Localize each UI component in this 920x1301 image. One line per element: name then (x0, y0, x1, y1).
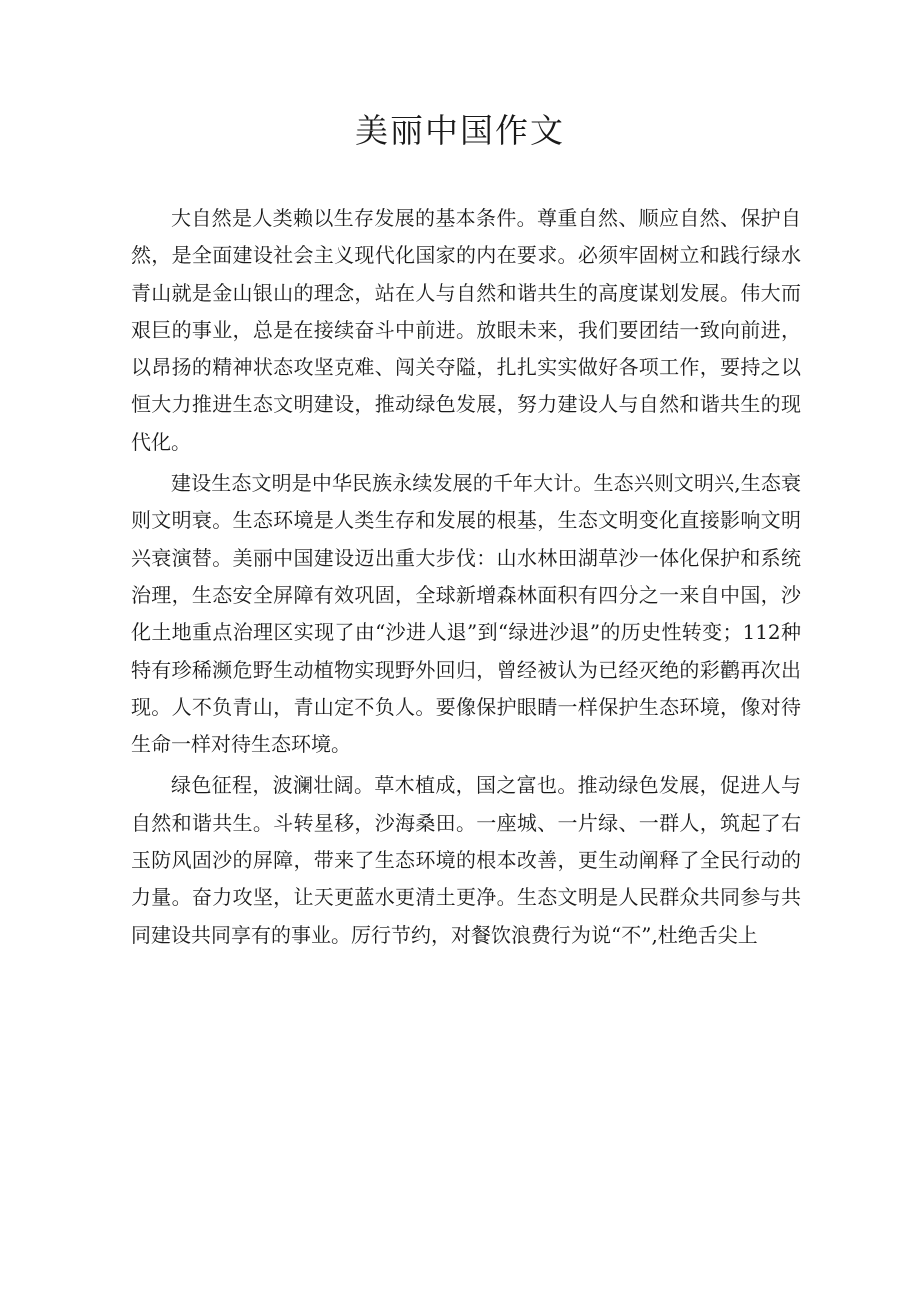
paragraph-3: 绿色征程，波澜壮阔。草木植成，国之富也。推动绿色发展，促进人与自然和谐共生。斗转星移，沙海桑田。一座城、一片绿、一群人，筑起了右玉防风固沙的屏障，带来了生态环境的根本改善，更生动阐释了全民行动的力量。奋力攻坚，让天更蓝水更清土更净。生态文明是人民群众共同参与共同建设共同享有的事业。厉行节约，对餐饮浪费行为说“不”,杜绝舌尖上 (131, 773, 801, 947)
page-title: 美丽中国作文 (355, 111, 565, 150)
article-body (131, 200, 801, 958)
paragraph-2: 建设生态文明是中华民族永续发展的千年大计。生态兴则文明兴,生态衰则文明衰。生态环境是人类生存和发展的根基，生态文明变化直接影响文明兴衰演替。美丽中国建设迈出重大步伐：山水林田湖草沙一体化保护和系统治理，生态安全屏障有效巩固，全球新增森林面积有四分之一来自中国，沙化土地重点治理区实现了由“沙进人退”到“绿进沙退”的历史性转变；112种特有珍稀濒危野生动植物实现野外回归，曾经被认为已经灭绝的彩鹳再次出现。人不负青山，青山定不负人。要像保护眼睛一样保护生态环境，像对待生命一样对待生态环境。 (131, 471, 801, 757)
paragraph-1: 大自然是人类赖以生存发展的基本条件。尊重自然、顺应自然、保护自然，是全面建设社会主义现代化国家的内在要求。必须牢固树立和践行绿水青山就是金山银山的理念，站在人与自然和谐共生的高度谋划发展。伟大而艰巨的事业，总是在接续奋斗中前进。放眼未来，我们要团结一致向前进，以昂扬的精神状态攻坚克难、闯关夺隘，扎扎实实做好各项工作，要持之以恒大力推进生态文明建设，推动绿色发展，努力建设人与自然和谐共生的现代化。 (131, 206, 801, 454)
